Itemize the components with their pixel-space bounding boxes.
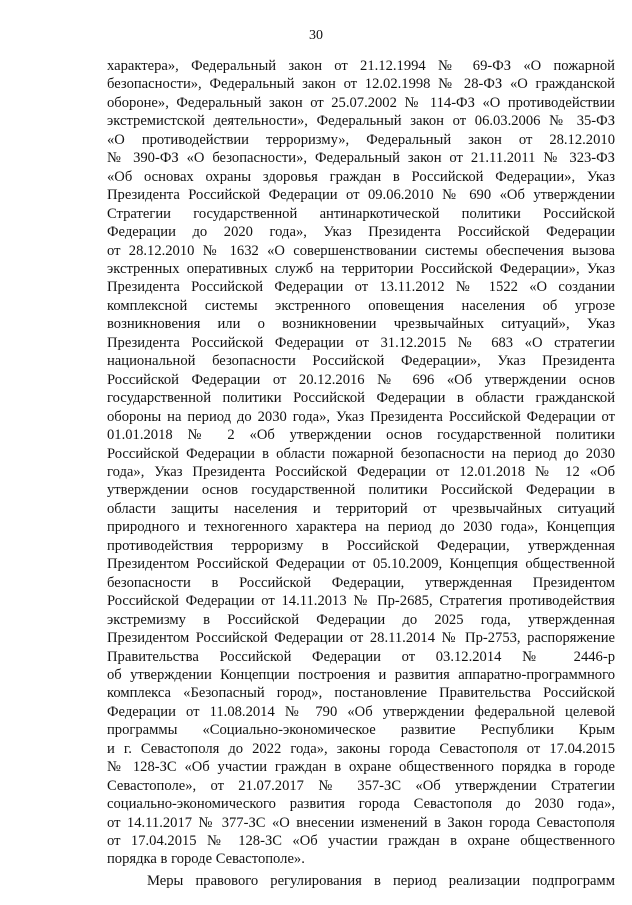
text-line: Российской Федерации от 20.12.2016 № 696 «Об утверждении основ xyxy=(107,371,615,388)
paragraph-regulation-measures xyxy=(107,872,615,890)
text-line: безопасности в Российской Федерации, утвержденная Президентом xyxy=(107,574,615,591)
text-line: безопасности», Федеральный закон от 12.02.1998 № 28-ФЗ «О гражданской xyxy=(107,76,615,93)
text-line: возникновения или о возникновении чрезвычайных ситуаций», Указ xyxy=(107,316,615,333)
text-line: и г. Севастополя до 2022 года», законы города Севастополя от 17.04.2015 xyxy=(107,740,615,757)
page-number: 30 xyxy=(309,28,323,43)
text-line: Правительства Российской Федерации от 03.12.2014 № 2446-р xyxy=(107,648,615,665)
text-line: комплекса «Безопасный город», постановление Правительства Российской xyxy=(107,685,615,702)
text-line: от 28.12.2010 № 1632 «О совершенствовании системы обеспечения вызова xyxy=(107,242,615,259)
text-line: Президента Российской Федерации от 09.06.2010 № 690 «Об утверждении xyxy=(107,187,615,204)
text-line: области защиты населения и территорий от чрезвычайных ситуаций xyxy=(107,500,615,517)
paragraph-legal-acts xyxy=(107,57,615,869)
text-line: Федерации от 11.08.2014 № 790 «Об утверждении федеральной целевой xyxy=(107,703,615,720)
text-line: Президентом Российской Федерации от 05.10.2009, Концепция общественной xyxy=(107,556,615,573)
text-line: об утверждении Концепции построения и развития аппаратно-программного xyxy=(107,666,615,683)
text-line: № 128-ЗС «Об участии граждан в охране общественного порядка в городе xyxy=(107,759,615,776)
text-line: от 17.04.2015 № 128-ЗС «Об участии граждан в охране общественного xyxy=(107,833,615,850)
text-line: № 390-ФЗ «О безопасности», Федеральный закон от 21.11.2011 № 323-ФЗ xyxy=(107,150,615,167)
text-line: Стратегии государственной антинаркотической политики Российской xyxy=(107,205,615,222)
text-line: программы «Социально-экономическое развитие Республики Крым xyxy=(107,722,615,739)
text-line: природного и техногенного характера на период до 2030 года», Концепция xyxy=(107,519,615,536)
text-line: экстремистской деятельности», Федеральный закон от 06.03.2006 № 35-ФЗ xyxy=(107,113,615,130)
text-line: Российской Федерации от 14.11.2013 № Пр-2685, Стратегия противодействия xyxy=(107,593,615,610)
text-line: Севастополе», от 21.07.2017 № 357-ЗС «Об утверждении Стратегии xyxy=(107,777,615,794)
text-line: национальной безопасности Российской Федерации», Указ Президента xyxy=(107,353,615,370)
text-line: утверждении основ государственной политики Российской Федерации в xyxy=(107,482,615,499)
text-line: Президентом Российской Федерации от 28.11.2014 № Пр-2753, распоряжение xyxy=(107,630,615,647)
text-line: Президента Российской Федерации от 13.11.2012 № 1522 «О создании xyxy=(107,279,615,296)
text-line: «О противодействии терроризму», Федеральный закон от 28.12.2010 xyxy=(107,131,615,148)
document-body xyxy=(107,57,615,890)
text-line: Федерации до 2020 года», Указ Президента Российской Федерации xyxy=(107,224,615,241)
text-line: обороне», Федеральный закон от 25.07.2002 № 114-ФЗ «О противодействии xyxy=(107,94,615,111)
text-line: экстремизму в Российской Федерации до 2025 года, утвержденная xyxy=(107,611,615,628)
text-line: экстренных оперативных служб на территории Российской Федерации», Указ xyxy=(107,260,615,277)
text-line: 01.01.2018 № 2 «Об утверждении основ государственной политики xyxy=(107,427,615,444)
text-line: противодействия терроризму в Российской Федерации, утвержденная xyxy=(107,537,615,554)
text-line: Российской Федерации в области пожарной безопасности на период до 2030 xyxy=(107,445,615,462)
text-line: государственной политики Российской Федерации в области гражданской xyxy=(107,390,615,407)
text-line: характера», Федеральный закон от 21.12.1994 № 69-ФЗ «О пожарной xyxy=(107,58,615,74)
text-line: Президента Российской Федерации от 31.12.2015 № 683 «О стратегии xyxy=(107,334,615,351)
text-line: обороны на период до 2030 года», Указ Президента Российской Федерации от xyxy=(107,408,615,425)
text-line: Меры правового регулирования в период реализации подпрограмм xyxy=(147,872,615,889)
text-line: «Об основах охраны здоровья граждан в Российской Федерации», Указ xyxy=(107,168,615,185)
text-line: от 14.11.2017 № 377-ЗС «О внесении изменений в Закон города Севастополя xyxy=(107,814,615,831)
text-line: года», Указ Президента Российской Федерации от 12.01.2018 № 12 «Об xyxy=(107,463,615,480)
text-line: комплексной системы экстренного оповещения населения об угрозе xyxy=(107,297,615,314)
text-line: порядка в городе Севастополе». xyxy=(107,851,305,868)
text-line: социально-экономического развития города Севастополя до 2030 года», xyxy=(107,796,615,813)
